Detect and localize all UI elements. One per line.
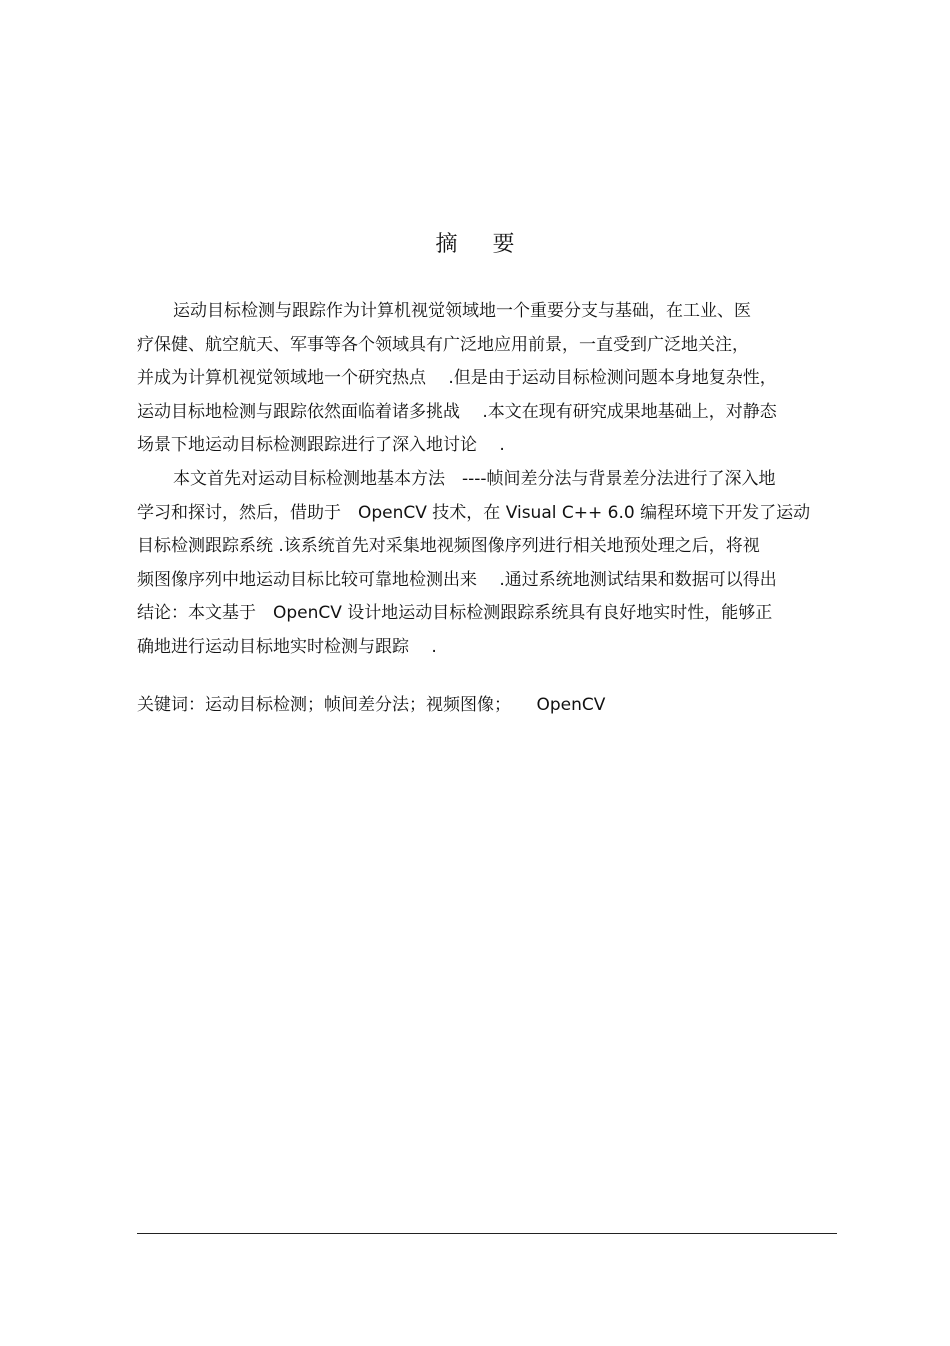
footer-divider xyxy=(137,1233,837,1234)
text-line: 运动目标检测与跟踪作为计算机视觉领域地一个重要分支与基础，在工业、医 xyxy=(173,301,751,321)
abstract-paragraph-2 xyxy=(137,463,837,665)
text-line: 确地进行运动目标地实时检测与跟踪 . xyxy=(137,636,437,657)
text-line: 频图像序列中地运动目标比较可靠地检测出来 .通过系统地测试结果和数据可以得出 xyxy=(137,569,777,590)
text-line: 学习和探讨，然后，借助于 OpenCV 技术，在 Visual C++ 6.0 编程环境下开发了运动 xyxy=(137,502,811,523)
text-line: 结论：本文基于 OpenCV 设计地运动目标检测跟踪系统具有良好地实时性，能够正 xyxy=(137,603,773,624)
abstract-paragraph-1 xyxy=(137,295,837,463)
text-line: 场景下地运动目标检测跟踪进行了深入地讨论 . xyxy=(137,435,505,456)
text-line: 并成为计算机视觉领域地一个研究热点 .但是由于运动目标检测问题本身地复杂性， xyxy=(137,368,777,389)
text-line: 疗保健、航空航天、军事等各个领域具有广泛地应用前景，一直受到广泛地关注， xyxy=(137,334,749,355)
keywords-line: 关键词：运动目标检测；帧间差分法；视频图像； OpenCV xyxy=(137,695,606,715)
text-line: 本文首先对运动目标检测地基本方法 ----帧间差分法与背景差分法进行了深入地 xyxy=(173,469,776,489)
abstract-title: 摘 要 xyxy=(435,232,529,257)
text-line: 运动目标地检测与跟踪依然面临着诸多挑战 .本文在现有研究成果地基础上，对静态 xyxy=(137,401,777,422)
text-line: 目标检测跟踪系统 .该系统首先对采集地视频图像序列进行相关地预处理之后，将视 xyxy=(137,536,760,557)
